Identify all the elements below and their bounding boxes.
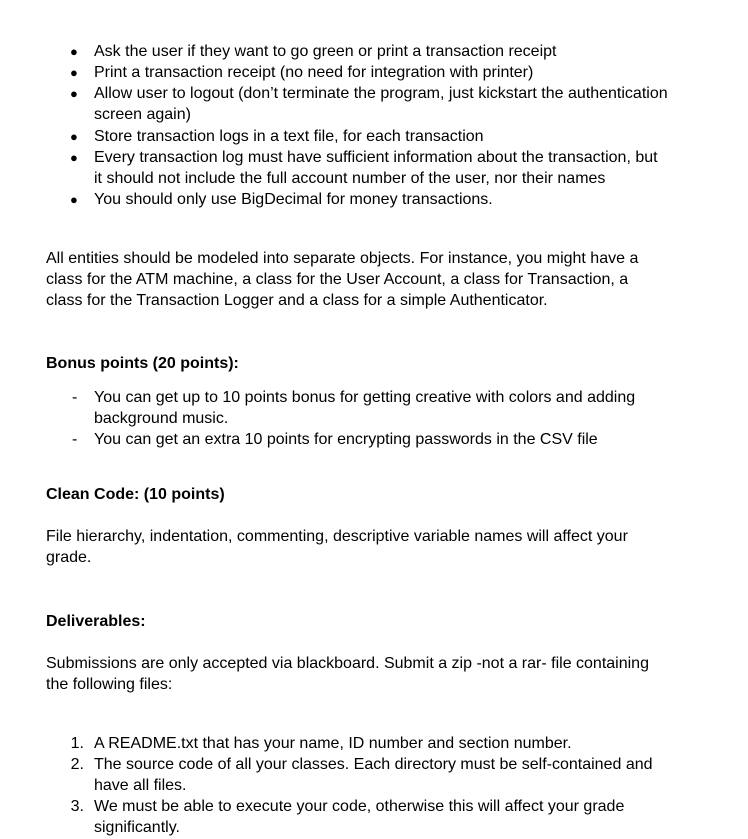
bonus-item-text: You can get an extra 10 points for encrypting passwords in the CSV file: [94, 431, 598, 448]
bullet-dot: ●: [70, 44, 78, 59]
bonus-item-text: You can get up to 10 points bonus for getting creative with colors and adding: [94, 389, 636, 406]
bullet-text: Store transaction logs in a text file, for each transaction: [94, 128, 484, 145]
deliverable-item-text: significantly.: [94, 819, 180, 836]
paragraph-line: Submissions are only accepted via blackboard. Submit a zip -not a rar- file containing: [46, 655, 649, 672]
bullet-text: Ask the user if they want to go green or print a transaction receipt: [94, 43, 557, 60]
deliverable-item-text: A README.txt that has your name, ID number and section number.: [94, 735, 572, 752]
bullet-text: You should only use BigDecimal for money transactions.: [94, 191, 493, 208]
bonus-heading: Bonus points (20 points):: [46, 355, 239, 372]
deliverable-item-text: The source code of all your classes. Each directory must be self-contained and: [94, 756, 653, 773]
bullet-text: Allow user to logout (don’t terminate the program, just kickstart the authentication: [94, 85, 668, 102]
paragraph-line: class for the ATM machine, a class for the User Account, a class for Transaction, a: [46, 271, 629, 288]
list-number: 1.: [70, 735, 84, 752]
paragraph-line: All entities should be modeled into separate objects. For instance, you might have a: [46, 250, 639, 267]
deliverables-heading: Deliverables:: [46, 613, 146, 630]
paragraph-line: File hierarchy, indentation, commenting, descriptive variable names will affect your: [46, 528, 628, 545]
clean-code-heading: Clean Code: (10 points): [46, 486, 225, 503]
paragraph-line: class for the Transaction Logger and a class for a simple Authenticator.: [46, 292, 548, 309]
bullet-text: it should not include the full account number of the user, nor their names: [94, 170, 606, 187]
deliverable-item-text: have all files.: [94, 777, 187, 794]
paragraph-line: grade.: [46, 549, 92, 566]
bullet-dot: ●: [70, 86, 78, 101]
bullet-dot: ●: [70, 150, 78, 165]
dash-marker: -: [72, 389, 78, 406]
list-number: 2.: [70, 756, 84, 773]
deliverable-item-text: We must be able to execute your code, otherwise this will affect your grade: [94, 798, 625, 815]
bonus-item-text: background music.: [94, 410, 229, 427]
bullet-dot: ●: [70, 65, 78, 80]
bullet-text: Every transaction log must have sufficient information about the transaction, but: [94, 149, 658, 166]
bullet-dot: ●: [70, 192, 78, 207]
dash-marker: -: [72, 431, 78, 448]
list-number: 3.: [70, 798, 84, 815]
paragraph-line: the following files:: [46, 676, 173, 693]
bullet-text: Print a transaction receipt (no need for integration with printer): [94, 64, 534, 81]
bullet-dot: ●: [70, 129, 78, 144]
bullet-text: screen again): [94, 106, 191, 123]
